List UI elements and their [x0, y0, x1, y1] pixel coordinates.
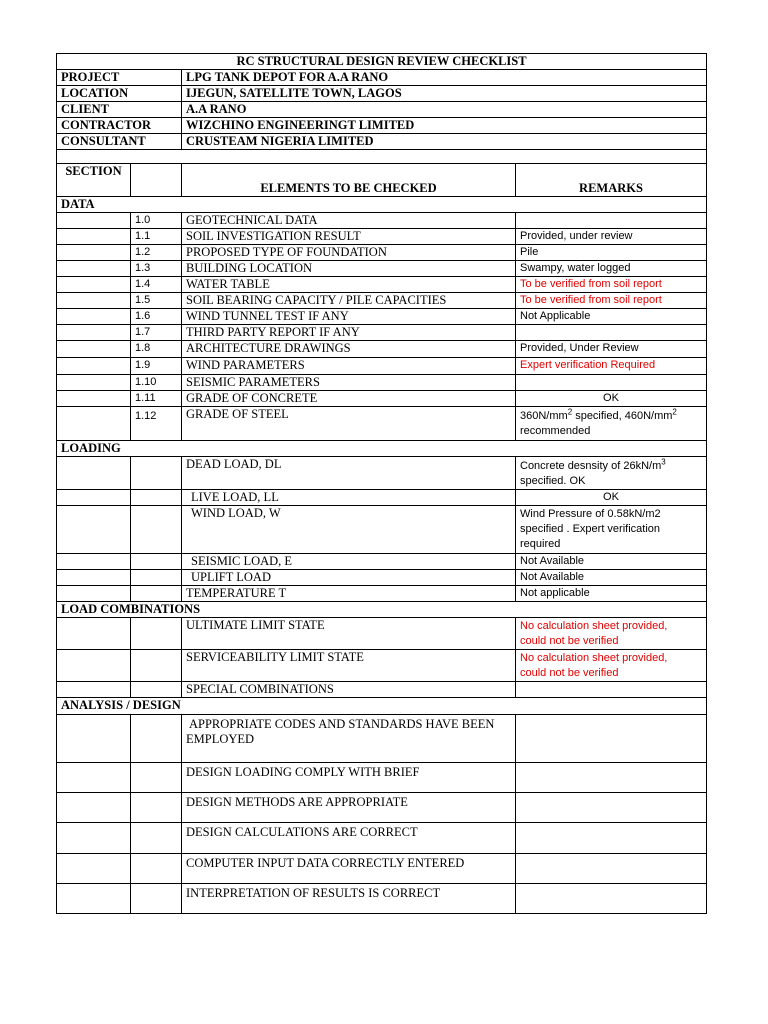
spacer-row: [57, 150, 707, 164]
element-label: UPLIFT LOAD: [182, 570, 516, 586]
element-label: DESIGN LOADING COMPLY WITH BRIEF: [182, 763, 516, 793]
table-row: [57, 229, 707, 245]
remark-alert: To be verified from soil report: [516, 293, 707, 309]
element-label: SOIL BEARING CAPACITY / PILE CAPACITIES: [182, 293, 516, 309]
empty-cell: [57, 570, 131, 586]
remark: Provided, under review: [516, 229, 707, 245]
table-row: [57, 763, 707, 793]
table-row: [57, 277, 707, 293]
empty-cell: [57, 793, 131, 823]
element-label: WATER TABLE: [182, 277, 516, 293]
info-label: CONSULTANT: [57, 134, 182, 150]
info-row-location: [57, 86, 707, 102]
column-header-row: [57, 164, 707, 197]
empty-cell: [57, 309, 131, 325]
element-label: BUILDING LOCATION: [182, 261, 516, 277]
element-label: [182, 715, 516, 763]
remark-text: specified, 460N/mm: [572, 410, 673, 422]
element-label: SERVICEABILITY LIMIT STATE: [182, 650, 516, 682]
info-label: CONTRACTOR: [57, 118, 182, 134]
info-value: A.A RANO: [182, 102, 707, 118]
element-label: COMPUTER INPUT DATA CORRECTLY ENTERED: [182, 854, 516, 884]
element-label: GRADE OF CONCRETE: [182, 391, 516, 407]
section-title: ANALYSIS / DESIGN: [57, 698, 707, 715]
element-label: ARCHITECTURE DRAWINGS: [182, 341, 516, 358]
info-row-project: [57, 70, 707, 86]
empty-cell: [516, 884, 707, 914]
remark-text: 360N/mm: [520, 410, 568, 422]
info-label: CLIENT: [57, 102, 182, 118]
empty-cell: [131, 457, 182, 490]
remark-text: Wind Pressure of 0.58kN/m2: [520, 508, 661, 520]
empty-cell: [57, 884, 131, 914]
remark-text: could not be verified: [520, 635, 619, 647]
empty-cell: [131, 854, 182, 884]
info-row-contractor: [57, 118, 707, 134]
empty-cell: [57, 213, 131, 229]
table-row: [57, 884, 707, 914]
empty-cell: [57, 586, 131, 602]
item-number: 1.11: [131, 391, 182, 407]
element-label: SOIL INVESTIGATION RESULT: [182, 229, 516, 245]
section-row-load-combinations: [57, 602, 707, 618]
info-row-consultant: [57, 134, 707, 150]
empty-cell: [57, 490, 131, 506]
remark: Not Applicable: [516, 309, 707, 325]
remark: OK: [516, 391, 707, 407]
table-row: [57, 823, 707, 854]
empty-cell: [131, 650, 182, 682]
empty-cell: [57, 506, 131, 554]
remark: [516, 457, 707, 490]
remark-alert: [516, 650, 707, 682]
table-row: [57, 554, 707, 570]
element-label: INTERPRETATION OF RESULTS IS CORRECT: [182, 884, 516, 914]
remark-text: recommended: [520, 425, 591, 437]
element-text: APPROPRIATE CODES AND STANDARDS HAVE BEEN: [189, 717, 495, 731]
empty-cell: [131, 618, 182, 650]
remarks-header: REMARKS: [516, 164, 707, 197]
empty-cell: [131, 823, 182, 854]
table-row: [57, 793, 707, 823]
section-row-analysis-design: [57, 698, 707, 715]
remark: Pile: [516, 245, 707, 261]
remark-alert: To be verified from soil report: [516, 277, 707, 293]
empty-cell: [57, 715, 131, 763]
table-row: [57, 407, 707, 441]
remark: Not Available: [516, 554, 707, 570]
table-row: [57, 506, 707, 554]
info-value: CRUSTEAM NIGERIA LIMITED: [182, 134, 707, 150]
empty-cell: [57, 325, 131, 341]
element-label: WIND TUNNEL TEST IF ANY: [182, 309, 516, 325]
empty-cell: [57, 457, 131, 490]
empty-cell: [516, 793, 707, 823]
section-title: LOAD COMBINATIONS: [57, 602, 707, 618]
table-row: [57, 490, 707, 506]
item-number: 1.4: [131, 277, 182, 293]
remark: [516, 506, 707, 554]
item-number: 1.0: [131, 213, 182, 229]
empty-cell: [57, 554, 131, 570]
remark-alert: Expert verification Required: [516, 358, 707, 375]
item-number: 1.6: [131, 309, 182, 325]
remark: [516, 213, 707, 229]
remark: Not applicable: [516, 586, 707, 602]
superscript: 2: [567, 407, 573, 417]
element-label: DESIGN METHODS ARE APPROPRIATE: [182, 793, 516, 823]
remark-text: specified. OK: [520, 475, 586, 487]
table-row: [57, 586, 707, 602]
empty-cell: [57, 341, 131, 358]
empty-cell: [57, 618, 131, 650]
table-row: [57, 341, 707, 358]
empty-cell: [131, 164, 182, 197]
table-row: [57, 309, 707, 325]
remark-text: required: [520, 538, 561, 550]
empty-cell: [131, 490, 182, 506]
section-title: LOADING: [57, 441, 707, 457]
table-row: [57, 391, 707, 407]
element-label: GEOTECHNICAL DATA: [182, 213, 516, 229]
info-value: LPG TANK DEPOT FOR A.A RANO: [182, 70, 707, 86]
design-review-checklist-table: [56, 53, 707, 914]
table-row: [57, 570, 707, 586]
empty-cell: [131, 884, 182, 914]
item-number: 1.2: [131, 245, 182, 261]
element-label: WIND LOAD, W: [182, 506, 516, 554]
info-value: WIZCHINO ENGINEERINGT LIMITED: [182, 118, 707, 134]
element-label: THIRD PARTY REPORT IF ANY: [182, 325, 516, 341]
table-row: [57, 213, 707, 229]
remark: Not Available: [516, 570, 707, 586]
element-label: GRADE OF STEEL: [182, 407, 516, 441]
item-number: 1.12: [131, 407, 182, 441]
table-row: [57, 325, 707, 341]
element-label: SEISMIC PARAMETERS: [182, 375, 516, 391]
empty-cell: [57, 293, 131, 309]
empty-cell: [516, 854, 707, 884]
superscript: 3: [661, 457, 666, 467]
remark-alert: [516, 618, 707, 650]
item-number: 1.3: [131, 261, 182, 277]
empty-cell: [57, 229, 131, 245]
element-label: TEMPERATURE T: [182, 586, 516, 602]
table-row: [57, 358, 707, 375]
empty-cell: [131, 682, 182, 698]
section-row-loading: [57, 441, 707, 457]
empty-cell: [57, 650, 131, 682]
remark: [516, 407, 707, 441]
remark: OK: [516, 490, 707, 506]
empty-cell: [57, 391, 131, 407]
element-label: ULTIMATE LIMIT STATE: [182, 618, 516, 650]
empty-cell: [57, 245, 131, 261]
document-title: RC STRUCTURAL DESIGN REVIEW CHECKLIST: [57, 54, 707, 70]
remark-text: Concrete desnsity of 26kN/m: [520, 460, 662, 472]
item-number: 1.7: [131, 325, 182, 341]
empty-cell: [57, 682, 131, 698]
table-row: [57, 245, 707, 261]
remark: [516, 375, 707, 391]
remark-text: No calculation sheet provided,: [520, 652, 668, 664]
table-row: [57, 650, 707, 682]
empty-cell: [131, 570, 182, 586]
table-row: [57, 682, 707, 698]
remark: Provided, Under Review: [516, 341, 707, 358]
remark: [516, 682, 707, 698]
table-row: [57, 375, 707, 391]
remark: Swampy, water logged: [516, 261, 707, 277]
section-header: SECTION: [57, 164, 131, 197]
empty-cell: [57, 277, 131, 293]
empty-cell: [57, 854, 131, 884]
remark-text: specified . Expert verification: [520, 523, 661, 535]
empty-cell: [57, 763, 131, 793]
item-number: 1.10: [131, 375, 182, 391]
empty-cell: [131, 715, 182, 763]
empty-cell: [57, 823, 131, 854]
remark-text: No calculation sheet provided,: [520, 620, 668, 632]
item-number: 1.8: [131, 341, 182, 358]
empty-cell: [57, 358, 131, 375]
element-label: SEISMIC LOAD, E: [182, 554, 516, 570]
title-row: [57, 54, 707, 70]
info-label: PROJECT: [57, 70, 182, 86]
empty-cell: [57, 261, 131, 277]
element-label: WIND PARAMETERS: [182, 358, 516, 375]
element-text: EMPLOYED: [186, 732, 255, 746]
info-label: LOCATION: [57, 86, 182, 102]
table-row: [57, 715, 707, 763]
info-value: IJEGUN, SATELLITE TOWN, LAGOS: [182, 86, 707, 102]
empty-cell: [516, 823, 707, 854]
elements-header: ELEMENTS TO BE CHECKED: [182, 164, 516, 197]
empty-cell: [131, 793, 182, 823]
empty-cell: [131, 554, 182, 570]
item-number: 1.5: [131, 293, 182, 309]
element-label: PROPOSED TYPE OF FOUNDATION: [182, 245, 516, 261]
section-title: DATA: [57, 197, 707, 213]
table-row: [57, 293, 707, 309]
element-label: SPECIAL COMBINATIONS: [182, 682, 516, 698]
section-row-data: [57, 197, 707, 213]
empty-cell: [131, 506, 182, 554]
empty-cell: [57, 150, 707, 164]
table-row: [57, 457, 707, 490]
empty-cell: [516, 763, 707, 793]
empty-cell: [57, 375, 131, 391]
item-number: 1.9: [131, 358, 182, 375]
table-row: [57, 854, 707, 884]
empty-cell: [516, 715, 707, 763]
remark: [516, 325, 707, 341]
empty-cell: [131, 586, 182, 602]
element-label: DESIGN CALCULATIONS ARE CORRECT: [182, 823, 516, 854]
item-number: 1.1: [131, 229, 182, 245]
element-label: DEAD LOAD, DL: [182, 457, 516, 490]
element-label: LIVE LOAD, LL: [182, 490, 516, 506]
info-row-client: [57, 102, 707, 118]
table-row: [57, 261, 707, 277]
table-row: [57, 618, 707, 650]
empty-cell: [57, 407, 131, 441]
superscript: 2: [672, 407, 677, 417]
empty-cell: [131, 763, 182, 793]
remark-text: could not be verified: [520, 667, 619, 679]
